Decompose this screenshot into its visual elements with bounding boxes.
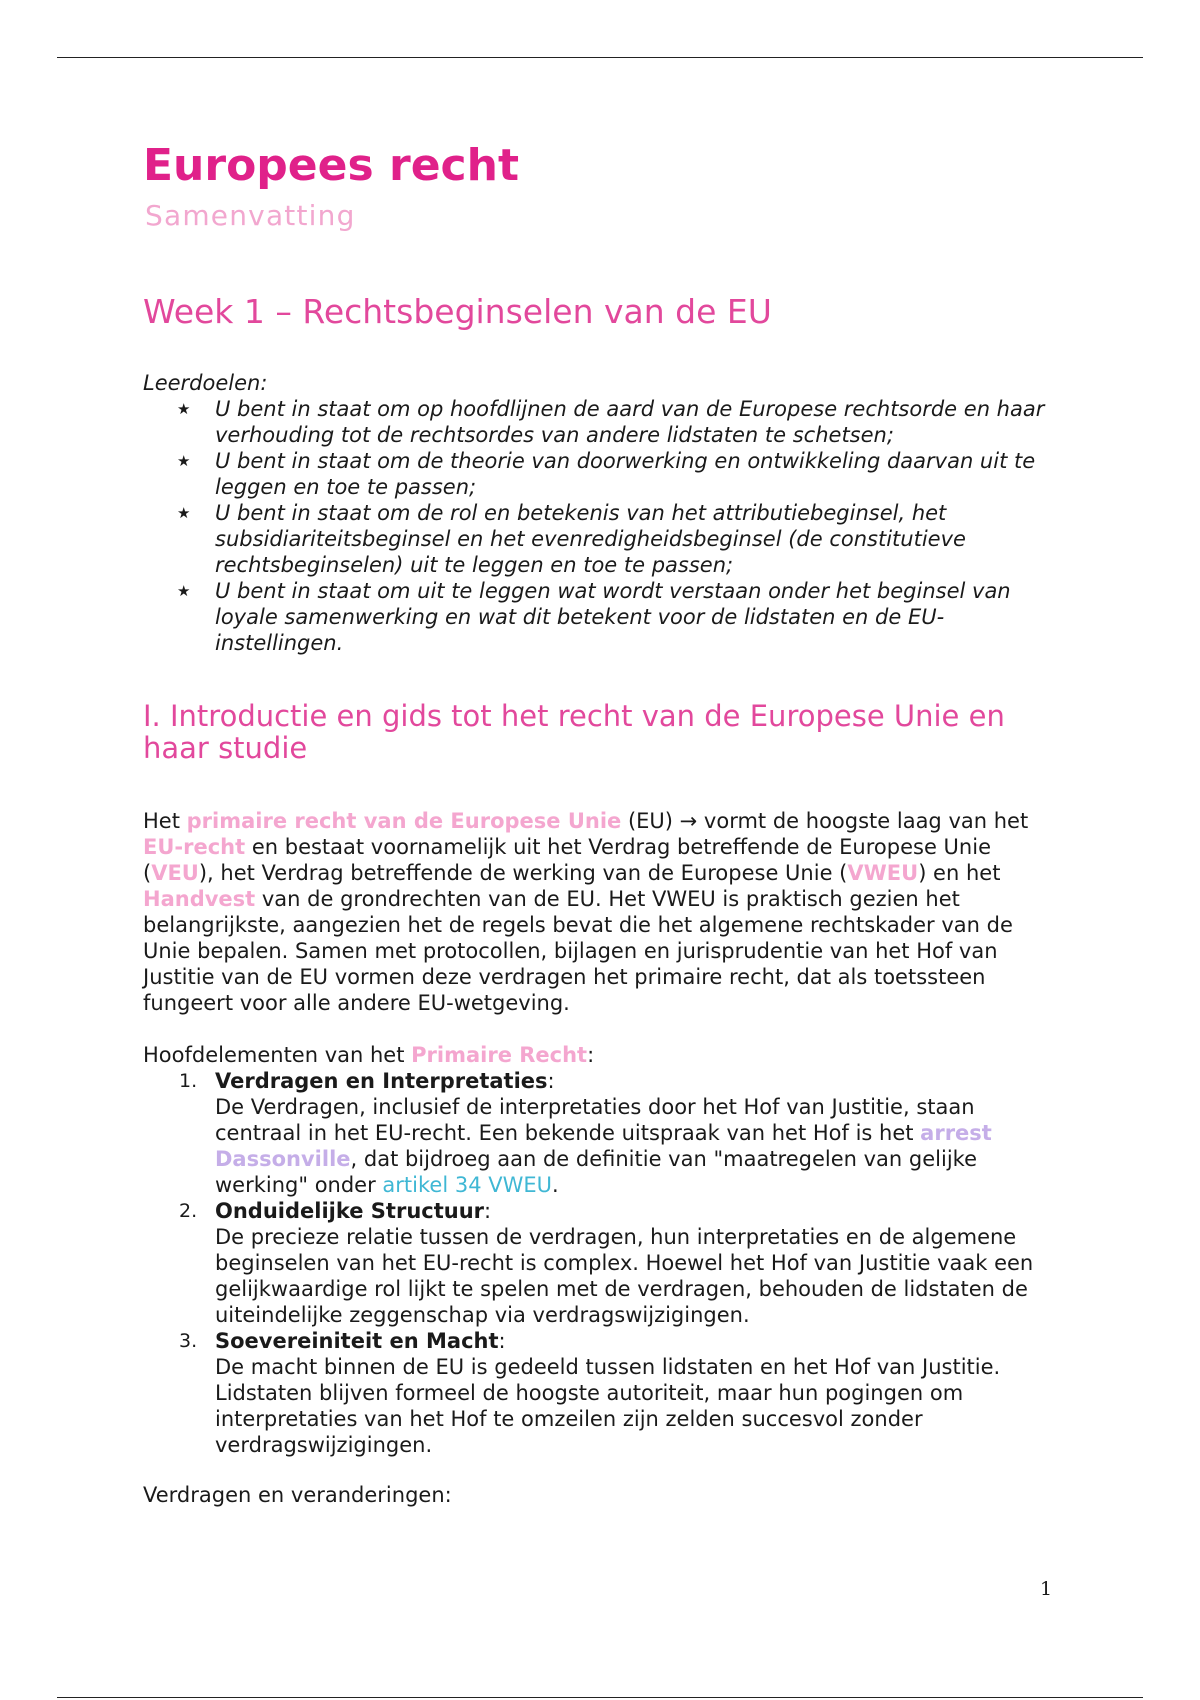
intro-paragraph: Het primaire recht van de Europese Unie (EU) → vormt de hoogste laag van het EU-recht en bestaat voornamelijk uit het Verdrag betreffende de Europese Unie (VEU), het Verdrag betreffende de werking van de Europese Unie (VWEU) en het Handvest van de grondrechten van de EU. Het VWEU is praktisch gezien het belangrijkste, aangezien het de regels bevat die het algemene rechtskader van de Unie bepalen. Samen met protocollen, bijlagen en jurisprudentie van het Hof van Justitie van de EU vormen deze verdragen het primaire recht, dat als toetssteen fungeert voor alle andere EU-wetgeving. xyxy=(143,808,1029,1015)
learning-goal-item: ★ U bent in staat om op hoofdlijnen de aard van de Europese rechtsorde en haar verhouding tot de rechtsordes van andere lidstaten te schetsen; xyxy=(177,396,1045,447)
learning-goal-item: ★ U bent in staat om de rol en betekenis van het attributiebeginsel, het subsidiariteitsbeginsel en het evenredigheidsbeginsel (de constitutieve rechtsbeginselen) uit te leggen en toe te passen; xyxy=(177,500,966,577)
element-title: Soevereiniteit en Macht xyxy=(215,1328,499,1353)
element-item: 3. Soevereiniteit en Macht: De macht binnen de EU is gedeeld tussen lidstaten en het Hof van Justitie. Lidstaten blijven formeel de hoogste autoriteit, maar hun pogingen om interpretaties van het Hof te omzeilen zijn zelden succesvol zonder verdragswijzigingen. xyxy=(215,1328,1063,1458)
highlight-term: VEU xyxy=(151,860,199,885)
document-subtitle: Samenvatting xyxy=(145,198,356,232)
star-bullet-icon: ★ xyxy=(177,503,191,522)
element-title: Onduidelijke Structuur xyxy=(215,1198,485,1223)
element-body: De precieze relatie tussen de verdragen, hun interpretaties en de algemene beginselen van het EU-recht is complex. Hoewel het Hof van Justitie vaak een gelijkwaardige rol lijkt te spelen met de verdragen, behouden de lidstaten de uiteindelijke zeggenschap via verdragswijzigingen. xyxy=(215,1224,1034,1327)
item-number: 3. xyxy=(179,1329,198,1352)
item-number: 2. xyxy=(179,1199,198,1222)
element-item: 1. Verdragen en Interpretaties: De Verdragen, inclusief de interpretaties door het Hof van Justitie, staan centraal in het EU-recht. Een bekende uitspraak van het Hof is het arrest Dassonville, dat bijdroeg aan de definitie van "maatregelen van gelijke werking" onder artikel 34 VWEU. xyxy=(215,1068,1063,1198)
section-heading: I. Introductie en gids tot het recht van de Europese Unie en haar studie xyxy=(143,698,1005,765)
closing-line: Verdragen en veranderingen: xyxy=(143,1482,452,1507)
item-number: 1. xyxy=(179,1069,198,1092)
star-bullet-icon: ★ xyxy=(177,399,191,418)
elements-list xyxy=(143,1068,1063,1458)
elements-intro: Hoofdelementen van het Primaire Recht: xyxy=(143,1042,595,1067)
element-item: 2. Onduidelijke Structuur: De precieze relatie tussen de verdragen, hun interpretaties en de algemene beginselen van het EU-recht is complex. Hoewel het Hof van Justitie vaak een gelijkwaardige rol lijkt te spelen met de verdragen, behouden de lidstaten de uiteindelijke zeggenschap via verdragswijzigingen. xyxy=(215,1198,1063,1328)
week-heading: Week 1 – Rechtsbeginselen van de EU xyxy=(143,292,772,332)
learning-goals-list xyxy=(143,396,1063,656)
star-bullet-icon: ★ xyxy=(177,451,191,470)
element-body: De Verdragen, inclusief de interpretaties door het Hof van Justitie, staan centraal in het EU-recht. Een bekende uitspraak van het Hof is het arrest Dassonville, dat bijdroeg aan de definitie van "maatregelen van gelijke werking" onder artikel 34 VWEU. xyxy=(215,1094,992,1197)
highlight-term: Primaire Recht xyxy=(411,1042,588,1067)
element-title: Verdragen en Interpretaties xyxy=(215,1068,548,1093)
highlight-term: VWEU xyxy=(847,860,919,885)
bottom-rule xyxy=(57,1697,1143,1698)
learning-goals xyxy=(143,370,1063,656)
highlight-term: arrest Dassonville xyxy=(215,1120,992,1171)
document-body xyxy=(143,140,1063,1508)
highlight-term: EU-recht xyxy=(143,834,246,859)
highlight-term: primaire recht van de Europese Unie xyxy=(186,808,622,833)
page-number: 1 xyxy=(1040,1578,1053,1600)
learning-goals-label: Leerdoelen: xyxy=(143,370,268,395)
element-body: De macht binnen de EU is gedeeld tussen lidstaten en het Hof van Justitie. Lidstaten blijven formeel de hoogste autoriteit, maar hun pogingen om interpretaties van het Hof te omzeilen zijn zelden succesvol zonder verdragswijzigingen. xyxy=(215,1354,1001,1457)
document-title: Europees recht xyxy=(143,140,519,191)
top-rule xyxy=(57,57,1143,58)
learning-goal-item: ★ U bent in staat om de theorie van doorwerking en ontwikkeling daarvan uit te leggen en toe te passen; xyxy=(177,448,1036,499)
star-bullet-icon: ★ xyxy=(177,581,191,600)
highlight-term: Handvest xyxy=(143,886,256,911)
learning-goal-item: ★ U bent in staat om uit te leggen wat wordt verstaan onder het beginsel van loyale samenwerking en wat dit betekent voor de lidstaten en de EU-instellingen. xyxy=(177,578,1011,655)
article-link[interactable]: artikel 34 VWEU xyxy=(382,1172,553,1197)
